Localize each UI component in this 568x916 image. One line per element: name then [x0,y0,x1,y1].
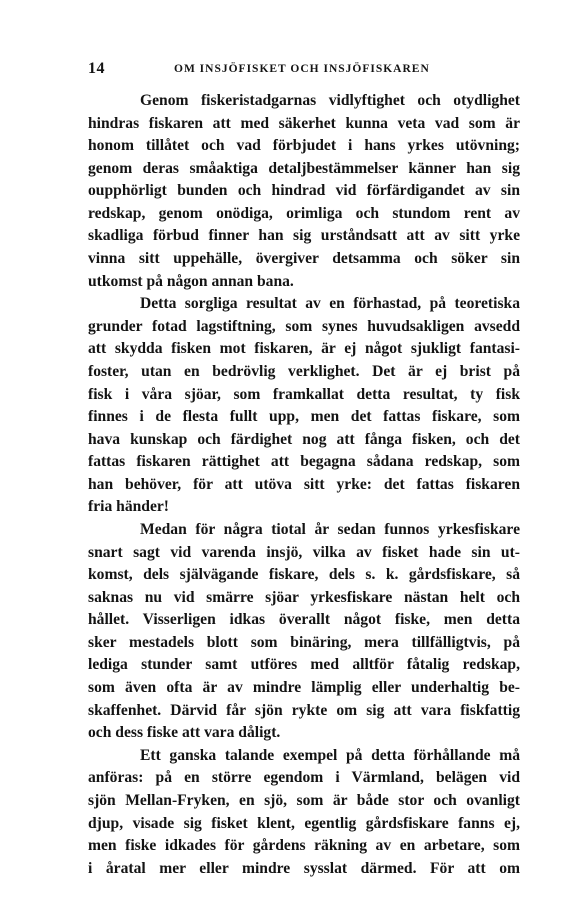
text-line: men fiske idkades för gårdens räkning av en arbetare, som [88,837,520,855]
text-line: fisk i våra sjöar, som framkallat detta resultat, ty fisk [88,385,520,403]
text-line: han behöver, för att utöva sitt yrke: det fattas fiskaren [88,475,520,493]
text-line: och dess fiske att vara dåligt. [88,724,281,742]
text-line: skadliga förbud finner han sig urståndsatt att av sitt yrke [88,227,520,245]
text-line: saknas nu vid smärre sjöar yrkesfiskare nästan helt och [88,588,520,606]
text-line: sjön Mellan-Fryken, en sjö, som är både stor och ovanligt [88,791,520,809]
text-line: oupphörligt bunden och hindrad vid förfärdigandet av sin [88,182,520,200]
text-line: Ett ganska talande exempel på detta förhållande må [140,746,520,764]
text-line: hållet. Visserligen idkas överallt något fiske, men detta [88,611,520,629]
text-line: redskap, genom onödiga, orimliga och stundom rent av [88,204,520,222]
text-line: grunder fotad lagstiftning, som synes huvudsakligen avsedd [88,317,520,335]
text-line: foster, utan en bedrövlig verklighet. Det är ej brist på [88,362,520,380]
text-line: att skydda fisken mot fiskaren, är ej något sjukligt fantasi- [88,340,520,358]
running-title: OM INSJÖFISKET OCH INSJÖFISKAREN [174,63,430,75]
text-line: som även ofta är av mindre lämplig eller underhaltig be- [88,679,520,697]
text-line: Genom fiskeristadgarnas vidlyftighet och otydlighet [140,92,520,109]
text-line: djup, visade sig fisket klent, egentlig gårdsfiskare fanns ej, [88,814,520,832]
text-line: lediga stunder samt utföres med alltför fåtalig redskap, [88,656,520,674]
text-line: hava kunskap och färdighet nog att fånga fisken, och det [88,430,520,448]
running-head [88,60,520,80]
text-line: komst, dels självägande fiskare, dels s. k. gårdsfiskare, så [88,566,520,584]
text-line: utkomst på någon annan bana. [88,272,294,290]
page-number: 14 [88,60,105,77]
text-line: genom deras småaktiga detaljbestämmelser känner han sig [88,159,520,177]
text-line: hindras fiskaren att med säkerhet kunna veta vad som är [88,114,520,132]
text-line: Detta sorgliga resultat av en förhastad, på teoretiska [140,295,520,313]
text-line: finnes i de flesta fullt upp, men det fattas fiskare, som [88,408,520,426]
body-text [88,90,520,880]
text-line: skaffenhet. Därvid får sjön rykte om sig att vara fiskfattig [88,701,520,719]
text-line: snart sagt vid varenda insjö, vilka av fisket hade sin ut- [88,543,520,561]
text-line: fria händer! [88,498,169,516]
text-line: fattas fiskaren rättighet att begagna sådana redskap, som [88,453,520,471]
text-line: i åratal mer eller mindre sysslat därmed. För att om [88,859,520,877]
text-line: Medan för några tiotal år sedan funnos yrkesfiskare [140,520,520,538]
text-line: sker mestadels blott som binäring, mera tillfälligtvis, på [88,633,520,651]
text-line: vinna sitt uppehälle, övergiver detsamma och söker sin [88,250,520,268]
text-line: honom tillåtet och vad förbjudet i hans yrkes utövning; [88,137,520,155]
text-line: anföras: på en större egendom i Värmland, belägen vid [88,769,520,787]
